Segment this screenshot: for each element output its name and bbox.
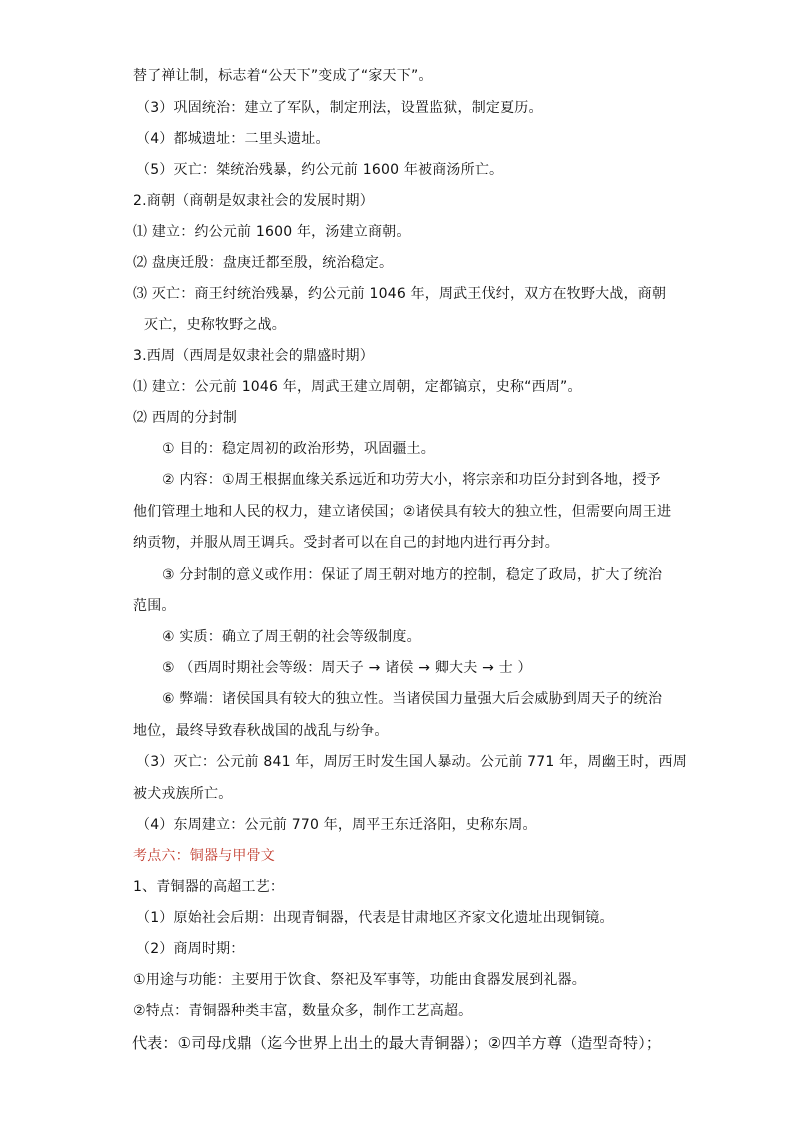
text-line: （4）都城遗址：二里头遗址。: [136, 131, 330, 147]
text-line: 纳贡物，并服从周王调兵。受封者可以在自己的封地内进行再分封。: [133, 535, 559, 551]
text-line: （5）灭亡：桀统治残暴，约公元前 1600 年被商汤所亡。: [136, 162, 504, 178]
text-line: 1、青铜器的高超工艺：: [133, 879, 285, 895]
section-heading: 2.商朝（商朝是奴隶社会的发展时期）: [133, 193, 374, 209]
text-line: ①用途与功能：主要用于饮食、祭祀及军事等，功能由食器发展到礼器。: [133, 972, 586, 988]
text-line: 他们管理土地和人民的权力，建立诸侯国；②诸侯具有较大的独立性，但需要向周王进: [133, 504, 672, 520]
text-line: ⑵ 盘庚迁殷：盘庚迁都至殷，统治稳定。: [133, 255, 394, 271]
section-heading-highlight: 考点六：铜器与甲骨文: [133, 848, 275, 864]
text-line: ④ 实质：确立了周王朝的社会等级制度。: [162, 629, 421, 645]
text-line: （2）商周时期：: [136, 941, 245, 957]
text-line: ⑶ 灭亡：商王纣统治残暴，约公元前 1046 年，周武王伐纣，双方在牧野大战，商朝: [133, 286, 667, 302]
text-line: 灭亡，史称牧野之战。: [144, 317, 286, 333]
text-line: 被犬戎族所亡。: [133, 786, 233, 802]
text-line: ⑥ 弊端：诸侯国具有较大的独立性。当诸侯国力量强大后会威胁到周天子的统治: [162, 691, 663, 707]
text-line: ⑵ 西周的分封制: [133, 410, 238, 426]
text-line: （4）东周建立：公元前 770 年，周平王东迁洛阳，史称东周。: [136, 817, 537, 833]
text-line: ②特点：青铜器种类丰富，数量众多，制作工艺高超。: [133, 1003, 473, 1019]
text-line: 地位，最终导致春秋战国的战乱与纷争。: [133, 723, 389, 739]
text-line: 替了禅让制，标志着“公天下”变成了“家天下”。: [133, 68, 433, 84]
text-line: ① 目的：稳定周初的政治形势，巩固疆土。: [162, 441, 435, 457]
section-heading: 3.西周（西周是奴隶社会的鼎盛时期）: [133, 348, 374, 364]
text-line: ⑴ 建立：约公元前 1600 年，汤建立商朝。: [133, 224, 411, 240]
text-line: 代表：①司母戊鼎（迄今世界上出土的最大青铜器）；②四羊方尊（造型奇特）；: [132, 1034, 662, 1052]
text-line: （3）巩固统治：建立了军队，制定刑法，设置监狱，制定夏历。: [136, 100, 543, 116]
text-line: （3）灭亡：公元前 841 年，周厉王时发生国人暴动。公元前 771 年，周幽王时，西周: [136, 754, 687, 770]
text-line: ⑴ 建立：公元前 1046 年，周武王建立周朝，定都镐京，史称“西周”。: [133, 379, 582, 395]
text-line: ② 内容：①周王根据血缘关系远近和功劳大小，将宗亲和功臣分封到各地，授予: [162, 472, 661, 488]
text-line: 范围。: [133, 598, 176, 614]
text-line: （1）原始社会后期：出现青铜器，代表是甘肃地区齐家文化遗址出现铜镜。: [136, 910, 614, 926]
text-line: ③ 分封制的意义或作用：保证了周王朝对地方的控制，稳定了政局，扩大了统治: [162, 567, 663, 583]
text-line: ⑤ （西周时期社会等级：周天子 → 诸侯 → 卿大夫 → 士 ）: [162, 660, 532, 676]
